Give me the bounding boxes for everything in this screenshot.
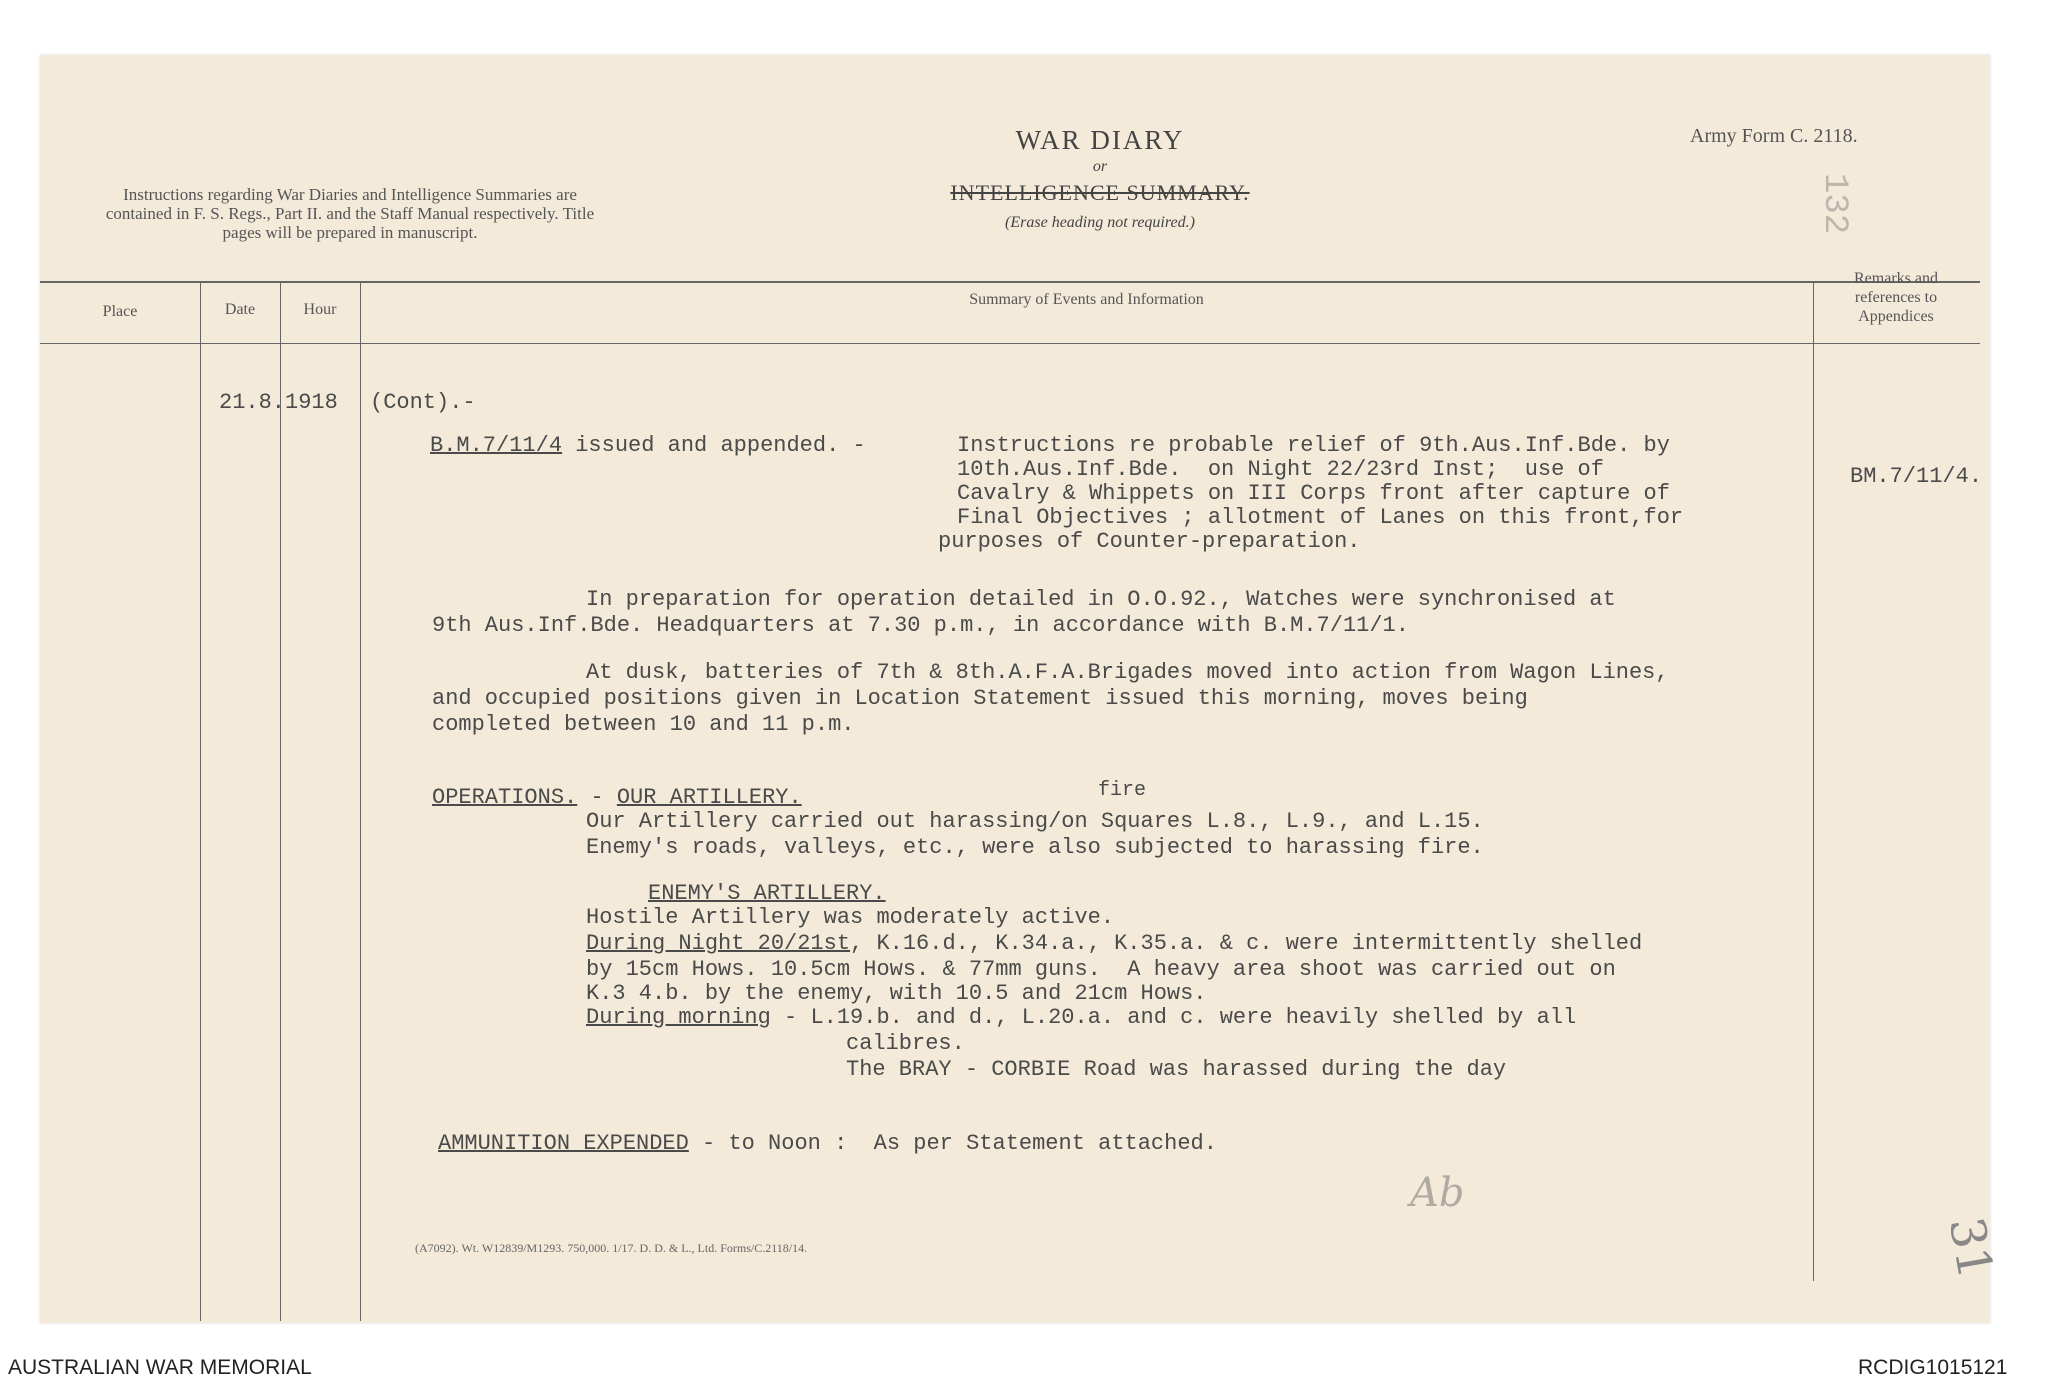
col-place: Place [102, 303, 138, 320]
ammunition-text: - to Noon : As per Statement attached. [688, 1131, 1217, 1156]
operations-separator: - [577, 785, 617, 810]
operations-heading: OPERATIONS. [432, 785, 578, 810]
dusk-line-2: and occupied positions given in Location Statement issued this morning, moves being [432, 686, 1528, 711]
ammunition-heading: AMMUNITION EXPENDED [438, 1131, 689, 1156]
dusk-line-3: completed between 10 and 11 p.m. [432, 712, 855, 737]
instructions-line-3: Cavalry & Whippets on III Corps front after capture of [957, 481, 1670, 506]
col-hour: Hour [303, 301, 337, 318]
header-rule-bottom [40, 343, 1980, 344]
archive-id: RCDIG1015121 [1858, 1356, 2008, 1379]
our-artillery-line-1 [586, 809, 1484, 834]
entry-date: 21.8.1918 [219, 390, 338, 415]
erase-note: (Erase heading not required.) [1005, 214, 1195, 231]
printer-imprint: (A7092). Wt. W12839/M1293. 750,000. 1/17. D. D. & L., Ltd. Forms/C.2118/14. [415, 1241, 808, 1255]
prep-line-2: 9th Aus.Inf.Bde. Headquarters at 7.30 p.m., in accordance with B.M.7/11/1. [432, 613, 1409, 638]
instructions-line-4: Final Objectives ; allotment of Lanes on this front,for [957, 505, 1684, 530]
enemy-line-3: by 15cm Hows. 10.5cm Hows. & 77mm guns. A heavy area shoot was carried out on [586, 957, 1616, 982]
bm-reference: B.M.7/11/4 [430, 433, 563, 458]
enemy-line-4: K.3 4.b. by the enemy, with 10.5 and 21cm Hows. [586, 981, 1207, 1006]
instructions-text: Instructions regarding War Diaries and Intelligence Summaries are contained in F. S. Regs., Part II. and the Staff Manual respectively. Title pages will be prepared in manuscript. [105, 185, 595, 242]
page-subtitle: INTELLIGENCE SUMMARY. [950, 180, 1250, 205]
prep-line-1: In preparation for operation detailed in O.O.92., Watches were synchronised at [586, 587, 1616, 612]
col-divider-place [200, 281, 201, 1321]
title-or: or [1092, 158, 1108, 175]
col-divider-hour [360, 281, 361, 1321]
col-date: Date [224, 301, 256, 318]
enemy-line-6: calibres. [846, 1031, 965, 1056]
enemy-night-text: , K.16.d., K.34.a., K.35.a. & c. were intermittently shelled [850, 931, 1643, 956]
fire-insertion: fire [1098, 779, 1147, 802]
dusk-line-1: At dusk, batteries of 7th & 8th.A.F.A.Brigades moved into action from Wagon Lines, [586, 660, 1669, 685]
enemy-line-5 [586, 1005, 1576, 1030]
col-divider-date [280, 281, 281, 1321]
instructions-line-1: Instructions re probable relief of 9th.Aus.Inf.Bde. by [957, 433, 1670, 458]
enemy-morning-label: During morning [586, 1005, 771, 1030]
title-block [900, 125, 1300, 232]
header-rule-top [40, 281, 1980, 283]
ammunition-line [438, 1131, 1217, 1156]
diary-sheet [40, 55, 2004, 1323]
instructions-line-5: purposes of Counter-preparation. [938, 529, 1361, 554]
bm-line [430, 433, 866, 458]
col-summary: Summary of Events and Information [969, 291, 1204, 308]
bm-issued: issued and appended. - [562, 433, 866, 458]
folio-number: 31 [1937, 1213, 2004, 1283]
instructions-line-2: 10th.Aus.Inf.Bde. on Night 22/23rd Inst; use of [957, 457, 1604, 482]
remark-reference: BM.7/11/4. [1850, 464, 1983, 489]
operations-heading-line [432, 785, 802, 810]
handwritten-initials: Ab [1410, 1170, 1465, 1216]
enemy-line-1: Hostile Artillery was moderately active. [586, 905, 1115, 930]
enemy-morning-text: - L.19.b. and d., L.20.a. and c. were heavily shelled by all [770, 1005, 1577, 1030]
col-divider-remarks [1813, 281, 1814, 1281]
our-artillery-heading: OUR ARTILLERY. [616, 785, 802, 810]
page-title: WAR DIARY [1015, 125, 1185, 155]
enemy-line-2 [586, 931, 1642, 956]
entry-cont: (Cont).- [370, 390, 476, 415]
our-artillery-line-1a: Our Artillery carried out harassing/ [586, 809, 1062, 834]
page-stamp: 132 [1815, 173, 1853, 235]
enemy-line-7: The BRAY - CORBIE Road was harassed during the day [846, 1057, 1507, 1082]
enemy-artillery-heading: ENEMY'S ARTILLERY. [648, 881, 886, 906]
col-remarks: Remarks and references to Appendices [1854, 270, 1938, 325]
our-artillery-line-2: Enemy's roads, valleys, etc., were also subjected to harassing fire. [586, 835, 1484, 860]
our-artillery-line-1b: on Squares L.8., L.9., and L.15. [1061, 809, 1484, 834]
archive-name: AUSTRALIAN WAR MEMORIAL [8, 1356, 312, 1379]
enemy-night-label: During Night 20/21st [586, 931, 851, 956]
form-number: Army Form C. 2118. [1690, 125, 1858, 147]
